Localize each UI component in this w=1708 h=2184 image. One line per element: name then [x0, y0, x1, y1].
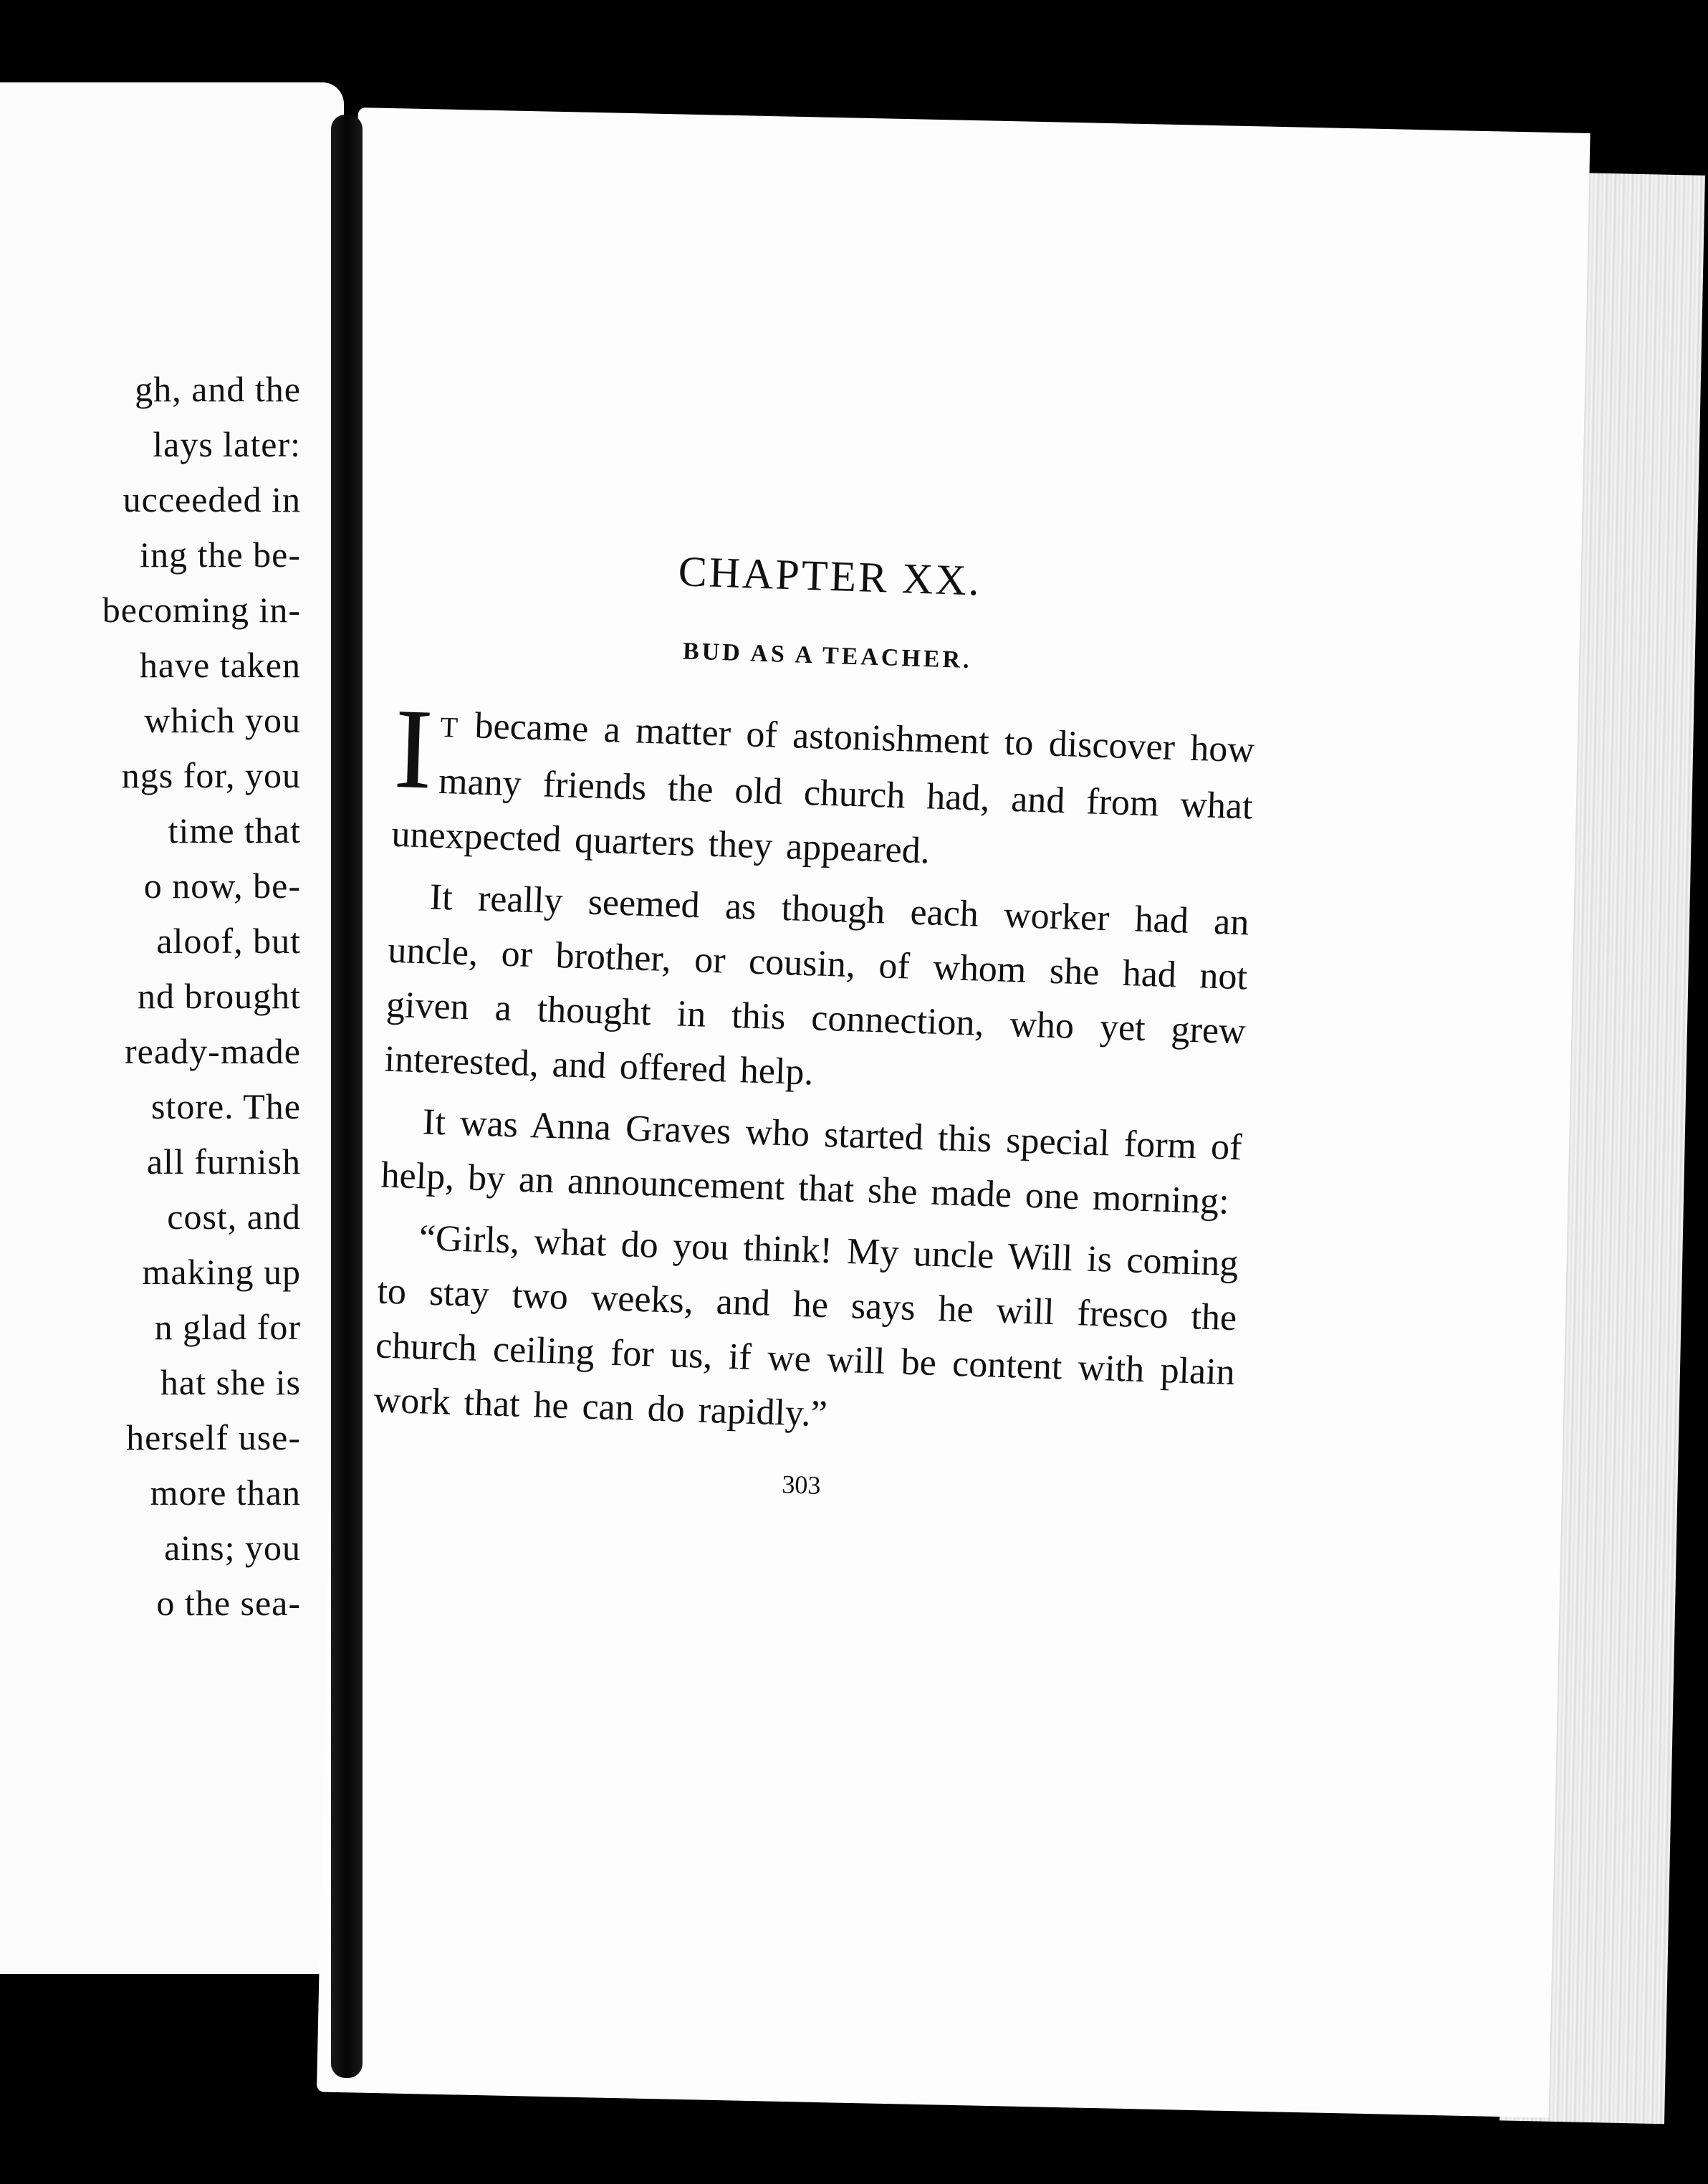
left-line: ing the be- — [140, 535, 301, 575]
left-line: gh, and the — [135, 369, 301, 409]
left-line: time that — [168, 810, 301, 851]
left-line: herself use- — [126, 1417, 301, 1457]
left-line: have taken — [139, 645, 301, 685]
page-number: 303 — [781, 1470, 822, 1500]
chapter-subtitle: BUD AS A TEACHER. — [682, 638, 973, 674]
paragraph-first — [390, 684, 1255, 889]
left-line: lays later: — [153, 424, 301, 464]
paragraph: It was Anna Graves who started this special form of help, by an announcement that she made one morning: — [380, 1101, 1243, 1222]
left-line: store. The — [150, 1086, 301, 1126]
drop-cap-rest: T — [439, 710, 460, 744]
left-line: becoming in- — [102, 590, 301, 630]
right-page-text — [371, 530, 1260, 1513]
left-line: ngs for, you — [121, 755, 301, 795]
left-line: which you — [144, 700, 301, 740]
left-line: more than — [150, 1472, 301, 1513]
left-line: ucceeded in — [123, 479, 301, 519]
left-page — [0, 82, 344, 1974]
left-line: o the sea- — [156, 1583, 301, 1623]
left-line: o now, be- — [143, 866, 301, 906]
left-page-text — [0, 362, 301, 1631]
drop-cap: I — [392, 684, 435, 813]
left-line: nd brought — [137, 976, 301, 1016]
paragraph: It really seemed as though each worker had an uncle, or brother, or cousin, of whom she had not given a thought in this connection, who yet grew interested, and offered help. — [383, 876, 1250, 1093]
left-line: making up — [142, 1252, 301, 1292]
left-line: ready-made — [125, 1031, 301, 1071]
left-line: hat she is — [160, 1362, 301, 1402]
paragraph-first-text: became a matter of astonishment to discover how many friends the old church had, and from what unexpected quarters they appeared. — [390, 704, 1255, 872]
left-line: all furnish — [146, 1141, 301, 1182]
left-line: ains; you — [164, 1528, 301, 1568]
left-line: cost, and — [167, 1197, 301, 1237]
book-gutter — [331, 115, 363, 2078]
left-line: n glad for — [154, 1307, 301, 1347]
left-line: aloof, but — [156, 921, 301, 961]
paragraph: “Girls, what do you think! My uncle Will is coming to stay two weeks, and he says he will fresco the church ceiling for us, if we will be content with plain work that he can do rapidly.” — [373, 1217, 1239, 1435]
chapter-title: CHAPTER XX. — [677, 547, 982, 605]
